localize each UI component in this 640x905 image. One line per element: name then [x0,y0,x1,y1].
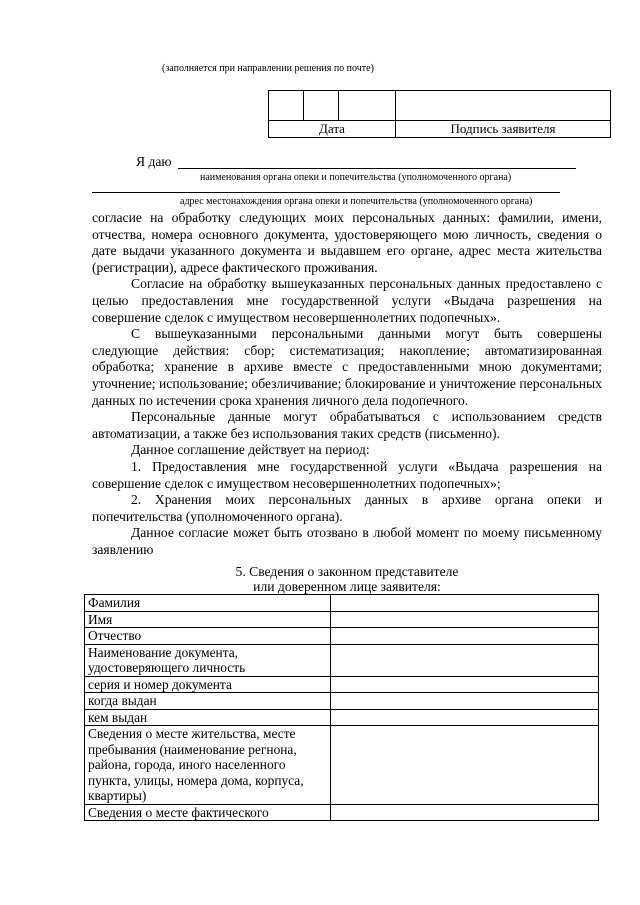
section5-title-line1: 5. Сведения о законном представителе [235,564,459,579]
date-signature-table [268,90,611,138]
table-row [85,726,599,805]
table-row [85,676,599,693]
row-label: Имя [85,611,331,628]
row-value[interactable] [331,804,599,821]
row-label: Сведения о месте фактического [85,804,331,821]
row-value[interactable] [331,726,599,805]
date-day-cell[interactable] [269,91,304,121]
table-row [85,709,599,726]
row-value[interactable] [331,628,599,645]
table-row [85,628,599,645]
signature-label: Подпись заявителя [396,121,611,138]
consent-paragraph: согласие на обработку следующих моих персональных данных: фамилии, имени, отчества, номера основного документа, удостоверяющего мою личность, сведения о дате выдачи указанного документа и выдавшем его органе, адрес места жительства (регистрации), адресе фактического проживания. [92,210,602,275]
row-value[interactable] [331,709,599,726]
consent-paragraph: 2. Хранения моих персональных данных в архиве органа опеки и попечительства (уполномоченного органа). [92,492,602,524]
organ-caption: наименования органа опеки и попечительства (уполномоченного органа) [200,172,512,183]
signature-cell[interactable] [396,91,611,121]
row-label: серия и номер документа [85,676,331,693]
section5-title-line2: или доверенном лице заявителя: [253,579,441,594]
date-month-cell[interactable] [304,91,339,121]
consent-paragraph: Персональные данные могут обрабатываться с использованием средств автоматизации, а также без использования таких средств (письменно). [92,409,602,441]
table-row [85,693,599,710]
row-value[interactable] [331,595,599,612]
row-value[interactable] [331,693,599,710]
mail-note: (заполняется при направлении решения по почте) [162,63,374,74]
row-label: Сведения о месте жительства, месте пребывания (наименование регнона, района, города, иного населенного пункта, улицы, номера дома, корпуса, квартиры) [85,726,331,805]
representative-table [84,594,599,821]
organ-name-field[interactable] [178,168,576,169]
consent-paragraph: Данное соглашение действует на период: [131,442,370,458]
consent-paragraph: 1. Предоставления мне государственной услуги «Выдача разрешения на совершение сделок с имуществом несовершеннолетних подопечных»; [92,458,602,491]
consent-text [92,210,602,558]
consent-prefix: Я даю [136,154,172,169]
consent-paragraph: С вышеуказанными персональными данными могут быть совершены следующие действия: сбор; систематизация; накопление; автоматизированная обработка; хранение в архиве вместе с предоставленными мною документами; уточнение; использование; обезличивание; блокирование и уничтожение персональных данных по истечении срока хранения личного дела подопечного. [92,326,602,408]
table-row [85,644,599,676]
table-row [85,804,599,821]
row-label: Наименование документа, удостоверяющего личность [85,644,331,676]
table-row [85,595,599,612]
row-value[interactable] [331,611,599,628]
organ-address-field[interactable] [92,192,560,193]
section5-title [92,564,602,594]
consent-paragraph: Данное согласие может быть отозвано в любой момент по моему письменному заявлению [92,525,602,557]
table-row [85,611,599,628]
address-caption: адрес местонахождения органа опеки и попечительства (уполномоченного органа) [180,196,533,207]
row-value[interactable] [331,644,599,676]
row-label: Фамилия [85,595,331,612]
date-label: Дата [269,121,396,138]
row-label: когда выдан [85,693,331,710]
consent-paragraph: Согласие на обработку вышеуказанных персональных данных предоставлено с целью предоставления мне государственной услуги «Выдача разрешения на совершение сделок с имуществом несовершеннолетних подопечных». [92,276,602,325]
row-value[interactable] [331,676,599,693]
date-year-cell[interactable] [339,91,396,121]
row-label: Отчество [85,628,331,645]
row-label: кем выдан [85,709,331,726]
